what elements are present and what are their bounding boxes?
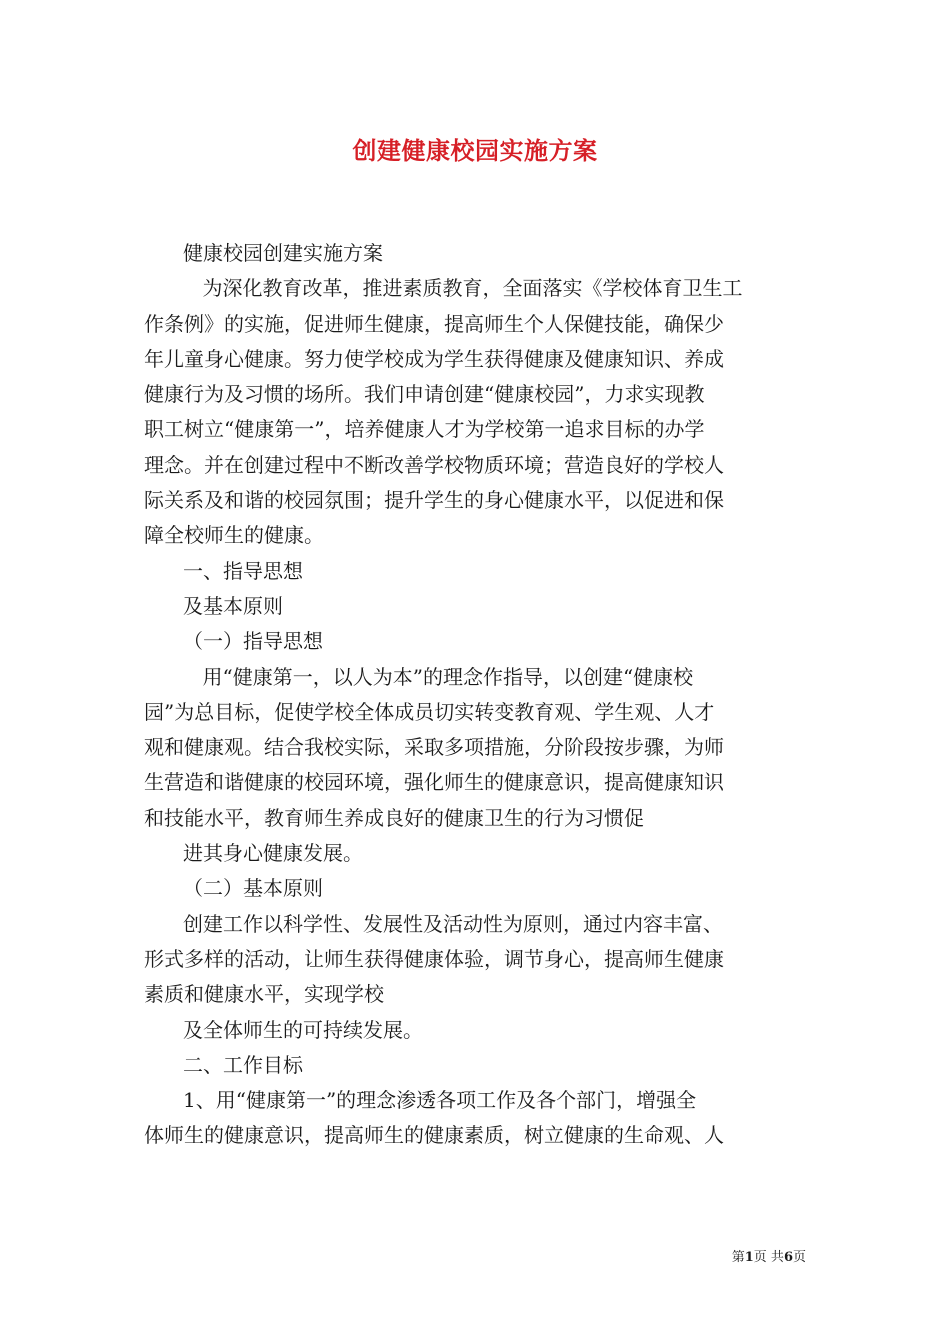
footer-total-pages: 6 [783,1250,793,1265]
body-line: 为深化教育改革，推进素质教育，全面落实《学校体育卫生工 [202,276,743,301]
body-line: 作条例》的实施，促进师生健康，提高师生个人保健技能，确保少 [144,311,724,336]
body-line: 职工树立“健康第一”，培养健康人才为学校第一追求目标的办学 [144,417,705,442]
body-line: （二）基本原则 [183,876,323,901]
body-line: 园”为总目标，促使学校全体成员切实转变教育观、学生观、人才 [144,699,715,724]
body-line: 创建工作以科学性、发展性及活动性为原则，通过内容丰富、 [183,911,723,936]
body-line: 二、工作目标 [183,1052,303,1077]
body-line: 理念。并在创建过程中不断改善学校物质环境；营造良好的学校人 [144,452,724,477]
body-line: 一、指导思想 [183,558,303,583]
body-line: 体师生的健康意识，提高师生的健康素质，树立健康的生命观、人 [144,1123,724,1148]
footer-prefix: 第 [731,1250,745,1265]
document-title: 创建健康校园实施方案 [352,136,598,165]
body-line: 和技能水平，教育师生养成良好的健康卫生的行为习惯促 [144,805,644,830]
page-footer [732,1246,806,1265]
body-line: 健康校园创建实施方案 [183,241,383,265]
body-line: 及基本原则 [183,593,283,618]
body-line: 1、用“健康第一”的理念渗透各项工作及各个部门，增强全 [183,1088,697,1113]
body-line: 健康行为及习惯的场所。我们申请创建“健康校园”，力求实现教 [144,382,705,407]
footer-page-number: 1 [744,1250,754,1265]
body-line: 进其身心健康发展。 [183,841,363,866]
body-line: 生营造和谐健康的校园环境，强化师生的健康意识，提高健康知识 [144,770,724,795]
footer-suffix: 页 [792,1250,806,1265]
body-line: 及全体师生的可持续发展。 [183,1017,423,1042]
body-line: 际关系及和谐的校园氛围；提升学生的身心健康水平，以促进和保 [144,488,724,513]
body-line: 年儿童身心健康。努力使学校成为学生获得健康及健康知识、养成 [144,346,724,371]
body-line: 观和健康观。结合我校实际，采取多项措施，分阶段按步骤，为师 [144,735,724,760]
body-line: 用“健康第一，以人为本”的理念作指导，以创建“健康校 [202,664,694,689]
body-line: 形式多样的活动，让师生获得健康体验，调节身心，提高师生健康 [144,946,724,971]
body-line: （一）指导思想 [183,629,323,654]
document-body [144,236,806,1154]
body-line: 素质和健康水平，实现学校 [144,982,384,1007]
body-line: 障全校师生的健康。 [144,523,324,548]
footer-middle: 页 共 [753,1250,784,1265]
